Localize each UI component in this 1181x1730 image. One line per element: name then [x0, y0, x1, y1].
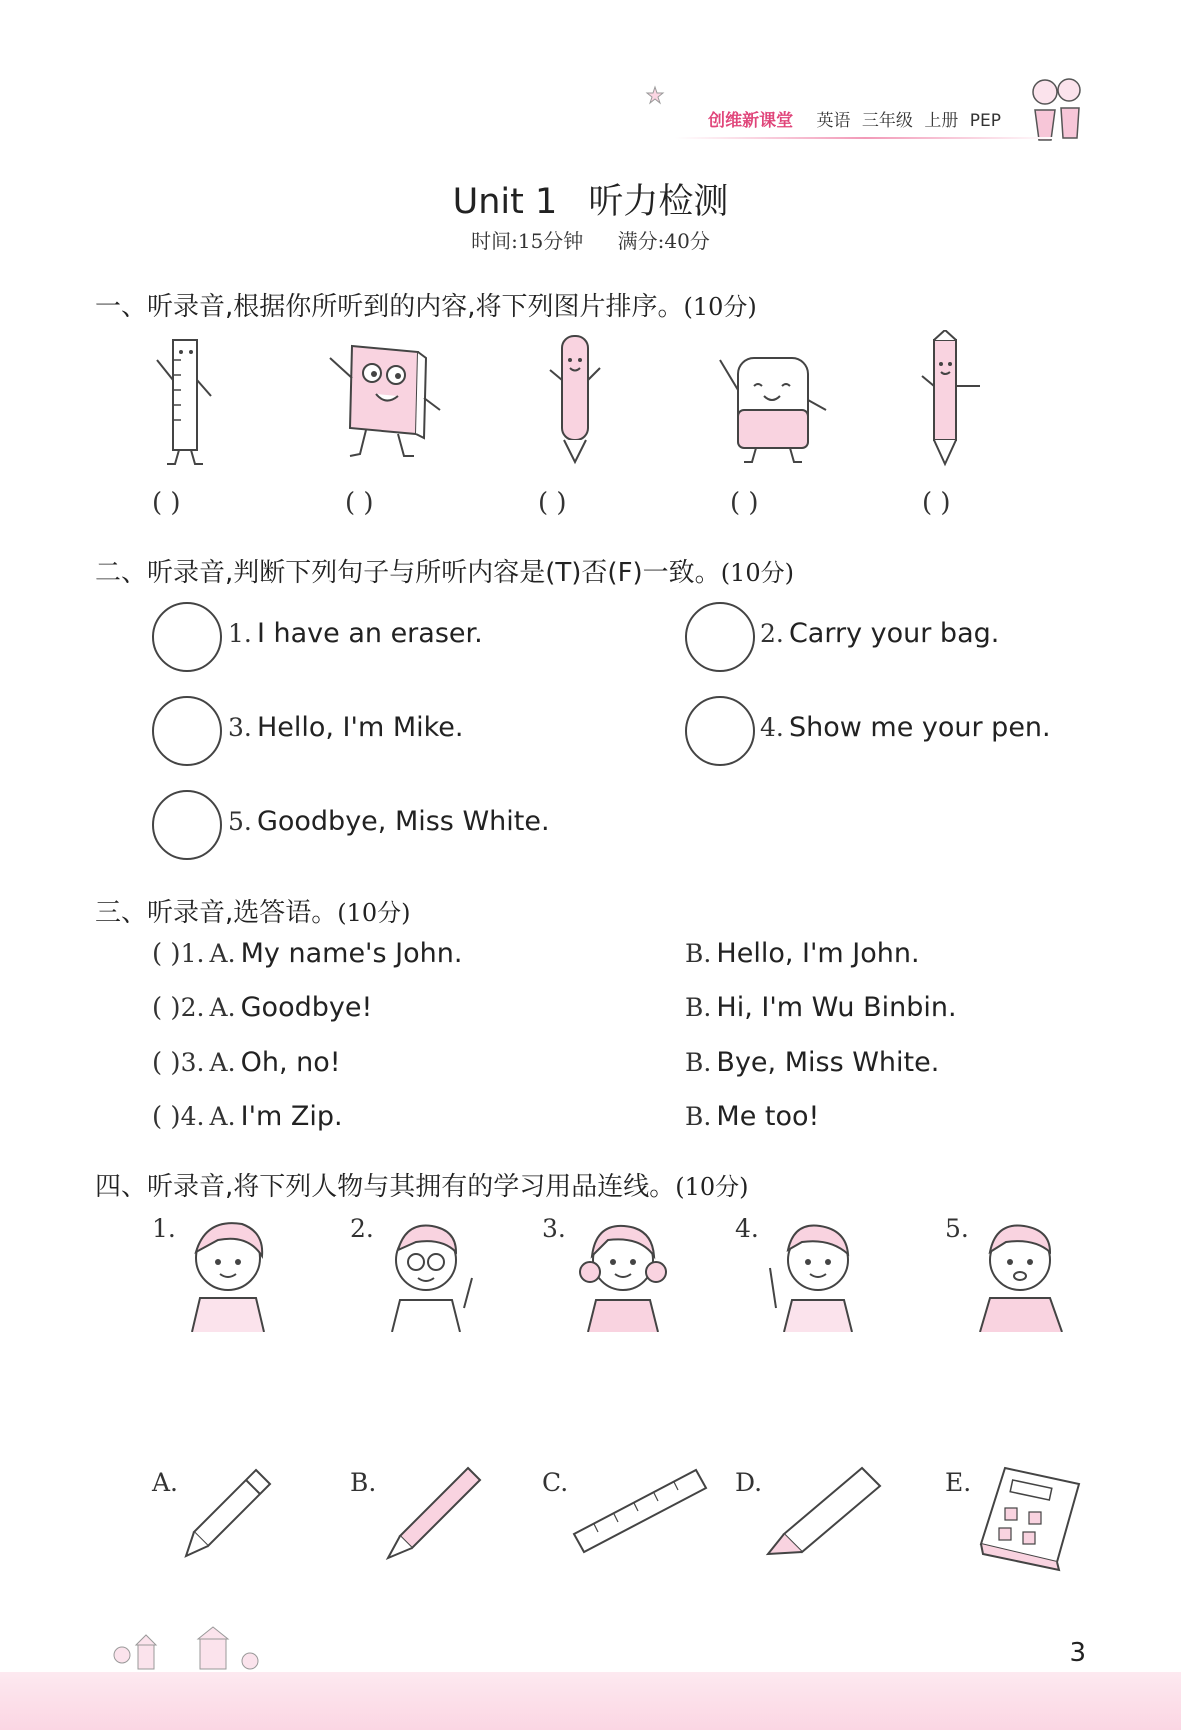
section3-heading: [95, 892, 411, 929]
option-b-text: Bye, Miss White.: [716, 1047, 940, 1078]
statement-item: [760, 712, 1051, 743]
subject-info: 英语 三年级 上册 PEP: [816, 111, 1001, 131]
item-number: 4.: [180, 1102, 205, 1131]
item-number: 2.: [760, 619, 784, 648]
option-b-label: B.: [685, 939, 712, 968]
section3-points: (10分): [337, 899, 411, 927]
section2-heading: [95, 552, 794, 589]
option-a-label: A.: [209, 993, 236, 1022]
answer-circle[interactable]: [152, 790, 222, 860]
option-b-text: Hi, I'm Wu Binbin.: [716, 992, 957, 1023]
option-a-text: I'm Zip.: [240, 1101, 343, 1132]
option-b: [685, 1047, 939, 1078]
footer-town-decoration: [110, 1625, 280, 1675]
boy-pointing-icon: [760, 1208, 870, 1332]
time-limit: 时间:15分钟: [471, 229, 584, 253]
page-header: [708, 106, 1001, 131]
answer-blank[interactable]: ( ): [345, 488, 374, 518]
item-number: 2.: [180, 993, 205, 1022]
test-meta: [0, 225, 1181, 254]
section3-heading-text: 三、听录音,选答语。: [95, 898, 338, 928]
answer-blank[interactable]: ( ): [152, 993, 181, 1023]
item-number: 3.: [180, 1048, 205, 1077]
girl-buns-icon: [568, 1208, 678, 1332]
choice-row: [152, 1047, 341, 1078]
answer-blank[interactable]: ( ): [538, 488, 567, 518]
answer-circle[interactable]: [685, 696, 755, 766]
section1-heading-text: 一、听录音,根据你所听到的内容,将下列图片排序。: [95, 292, 684, 322]
supply-label: B.: [350, 1468, 377, 1497]
person-number: 3.: [542, 1214, 566, 1243]
pencil-character-icon: [910, 330, 990, 470]
supply-label: A.: [152, 1468, 179, 1497]
option-a-text: Oh, no!: [240, 1047, 341, 1078]
pen-icon: [180, 1462, 280, 1562]
crayon-icon: [762, 1462, 892, 1562]
supply-label: E.: [945, 1468, 972, 1497]
header-divider: [675, 137, 1055, 139]
ruler-icon: [570, 1462, 710, 1562]
choice-row: [152, 992, 372, 1023]
person-number: 2.: [350, 1214, 374, 1243]
answer-blank[interactable]: ( ): [730, 488, 759, 518]
ruler-character-icon: [145, 330, 225, 470]
person-number: 4.: [735, 1214, 759, 1243]
brand-name: 创维新课堂: [708, 111, 794, 131]
page-title: [0, 174, 1181, 224]
statement-text: Goodbye, Miss White.: [256, 806, 550, 837]
section2-heading-text: 二、听录音,判断下列句子与所听内容是(T)否(F)一致。: [95, 558, 721, 588]
answer-blank[interactable]: ( ): [152, 939, 181, 969]
eraser-character-icon: [710, 340, 840, 470]
item-number: 4.: [760, 713, 784, 742]
footer-band: [0, 1672, 1181, 1730]
option-b-label: B.: [685, 1048, 712, 1077]
section4-points: (10分): [675, 1173, 749, 1201]
option-b-text: Hello, I'm John.: [716, 938, 920, 969]
supply-label: C.: [542, 1468, 569, 1497]
answer-blank[interactable]: ( ): [152, 488, 181, 518]
section1-points: (10分): [683, 293, 757, 321]
option-a-label: A.: [209, 1102, 236, 1131]
statement-text: Carry your bag.: [788, 618, 1000, 649]
statement-item: [760, 618, 999, 649]
pencil-icon: [378, 1462, 488, 1562]
item-number: 3.: [228, 713, 252, 742]
statement-text: Show me your pen.: [788, 712, 1051, 743]
option-b: [685, 1101, 819, 1132]
person-number: 5.: [945, 1214, 969, 1243]
section4-heading-text: 四、听录音,将下列人物与其拥有的学习用品连线。: [95, 1172, 676, 1202]
statement-item: [228, 806, 550, 837]
option-a-label: A.: [209, 1048, 236, 1077]
section4-heading: [95, 1166, 749, 1203]
boy-jacket-icon: [970, 1208, 1080, 1332]
option-a-text: My name's John.: [240, 938, 463, 969]
supply-label: D.: [735, 1468, 763, 1497]
star-decoration-icon: [645, 85, 665, 105]
unit-label: Unit 1: [452, 182, 558, 222]
answer-blank[interactable]: ( ): [152, 1102, 181, 1132]
section1-heading: [95, 286, 757, 323]
choice-row: [152, 1101, 343, 1132]
item-number: 1.: [228, 619, 252, 648]
answer-circle[interactable]: [152, 602, 222, 672]
full-score: 满分:40分: [617, 229, 710, 253]
option-a-text: Goodbye!: [240, 992, 373, 1023]
option-b-label: B.: [685, 1102, 712, 1131]
book-character-icon: [300, 328, 460, 468]
boy-glasses-icon: [376, 1208, 486, 1332]
option-a-label: A.: [209, 939, 236, 968]
book-icon: [975, 1462, 1085, 1572]
option-b: [685, 938, 920, 969]
test-name: 听力检测: [588, 182, 729, 222]
statement-item: [228, 712, 464, 743]
statement-item: [228, 618, 483, 649]
item-number: 1.: [180, 939, 205, 968]
answer-circle[interactable]: [152, 696, 222, 766]
statement-text: Hello, I'm Mike.: [256, 712, 464, 743]
answer-circle[interactable]: [685, 602, 755, 672]
person-number: 1.: [152, 1214, 176, 1243]
option-b-text: Me too!: [716, 1101, 820, 1132]
girl-ponytail-icon: [178, 1208, 278, 1332]
answer-blank[interactable]: ( ): [922, 488, 951, 518]
page-number: 3: [1069, 1638, 1086, 1668]
section2-points: (10分): [720, 559, 794, 587]
option-b: [685, 992, 957, 1023]
choice-row: [152, 938, 462, 969]
statement-text: I have an eraser.: [256, 618, 483, 649]
answer-blank[interactable]: ( ): [152, 1048, 181, 1078]
item-number: 5.: [228, 807, 252, 836]
option-b-label: B.: [685, 993, 712, 1022]
pen-character-icon: [540, 330, 610, 470]
